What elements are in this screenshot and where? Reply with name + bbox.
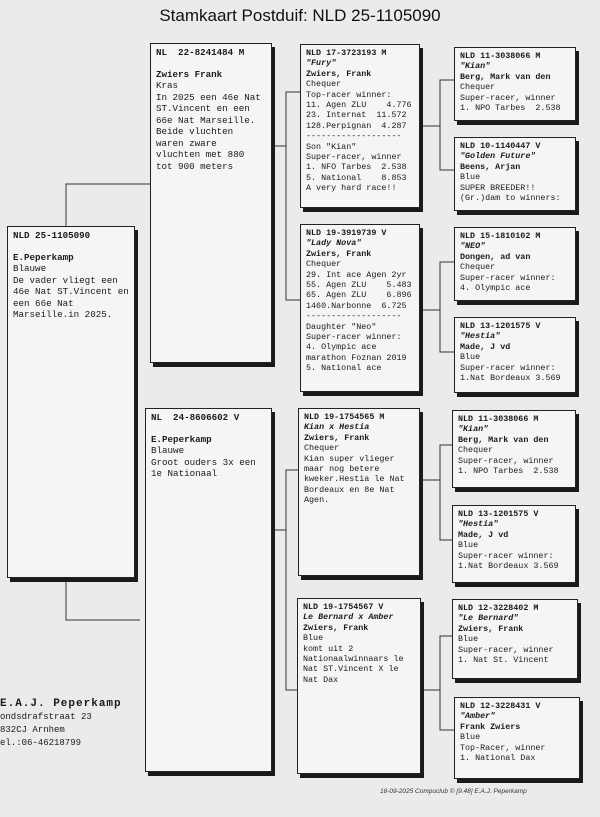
g3-line: 4. Olympic ace bbox=[460, 283, 531, 294]
g1-color: Chequer bbox=[460, 82, 496, 93]
fm-owner: Zwiers, Frank bbox=[306, 248, 372, 259]
g2-name: "Golden Future" bbox=[460, 151, 536, 162]
father-owner: Zwiers Frank bbox=[156, 68, 223, 80]
g8-owner: Frank Zwiers bbox=[460, 721, 521, 732]
g6-color: Blue bbox=[458, 540, 479, 551]
ff-line: 1. NFO Tarbes 2.538 bbox=[306, 162, 407, 173]
g4-line: 1.Nat Bordeaux 3.569 bbox=[460, 373, 561, 384]
g3-color: Chequer bbox=[460, 262, 496, 273]
fm-line: 4. Olympic ace bbox=[306, 342, 377, 353]
subject-ring: NLD 25-1105090 bbox=[13, 230, 91, 241]
ff-line: 5. National 8.853 bbox=[306, 172, 407, 183]
g5-ring: NLD 11-3038066 M bbox=[458, 414, 539, 424]
fm-ring: NLD 19-3919739 V bbox=[306, 228, 387, 238]
g2-line: (Gr.)dam to winners: bbox=[460, 193, 561, 204]
ff-line: ------------------- bbox=[306, 131, 402, 142]
owner-name: E.A.J. Peperkamp bbox=[0, 698, 122, 710]
fm-line: Super-racer winner: bbox=[306, 332, 402, 343]
g6-line: 1.Nat Bordeaux 3.569 bbox=[458, 561, 559, 572]
subject-pigeon-card[interactable] bbox=[7, 226, 135, 578]
g1-line: 1. NPO Tarbes 2.538 bbox=[460, 103, 561, 114]
owner-city: 832CJ Arnhem bbox=[0, 725, 65, 735]
g4-color: Blue bbox=[460, 352, 481, 363]
great-grandparent-card[interactable] bbox=[452, 505, 576, 583]
maternal-grandfather-card[interactable] bbox=[298, 408, 420, 576]
g4-line: Super-racer winner: bbox=[460, 362, 556, 373]
page-title: Stamkaart Postduif: NLD 25-1105090 bbox=[159, 6, 441, 25]
father-color: Kras bbox=[156, 80, 179, 92]
maternal-grandmother-card[interactable] bbox=[297, 598, 421, 774]
fm-line: Daughter "Neo" bbox=[306, 321, 377, 332]
mf-owner: Zwiers, Frank bbox=[304, 432, 370, 443]
g5-line: Super-racer, winner bbox=[458, 455, 554, 466]
mm-name: Le Bernard x Amber bbox=[303, 612, 394, 623]
g7-line: Super-racer, winner bbox=[458, 644, 554, 655]
mother-color: Blauwe bbox=[151, 445, 185, 457]
g3-line: Super-racer winner: bbox=[460, 272, 556, 283]
fm-line: 1460.Narbonne 6.725 bbox=[306, 300, 407, 311]
mf-ring: NLD 19-1754565 M bbox=[304, 412, 385, 422]
mf-color: Chequer bbox=[304, 443, 340, 454]
g2-line: SUPER BREEDER!! bbox=[460, 182, 536, 193]
ff-line: 11. Agen ZLU 4.776 bbox=[306, 100, 412, 111]
g6-line: Super-racer winner: bbox=[458, 550, 554, 561]
g2-ring: NLD 10-1140447 V bbox=[460, 141, 541, 151]
father-card[interactable] bbox=[150, 43, 272, 363]
fm-color: Chequer bbox=[306, 259, 342, 270]
g3-owner: Dongen, ad van bbox=[460, 251, 531, 262]
mm-owner: Zwiers, Frank bbox=[303, 622, 369, 633]
great-grandparent-card[interactable] bbox=[454, 697, 580, 779]
great-grandparent-card[interactable] bbox=[454, 137, 576, 211]
fm-line: ------------------- bbox=[306, 311, 402, 322]
g7-ring: NLD 12-3228402 M bbox=[458, 603, 539, 613]
fm-name: "Lady Nova" bbox=[306, 238, 362, 249]
mm-notes: komt uit 2 Nationaalwinnaars le Nat ST.Vincent X le Nat Dax bbox=[303, 643, 404, 685]
mother-card[interactable] bbox=[145, 408, 272, 772]
g7-color: Blue bbox=[458, 634, 479, 645]
ff-line: 128.Perpignan 4.287 bbox=[306, 120, 407, 131]
ff-line: Super-racer, winner bbox=[306, 152, 402, 163]
g2-owner: Beens, Arjan bbox=[460, 161, 521, 172]
mf-notes: Kian super vlieger maar nog betere kweker.Hestia le Nat Bordeaux en 8e Nat Agen. bbox=[304, 453, 405, 506]
mother-ring: NL 24-8606602 V bbox=[151, 412, 240, 423]
fm-line: 65. Agen ZLU 6.896 bbox=[306, 290, 412, 301]
footer-text: 18-09-2025 Compuclub © [9.48] E.A.J. Peperkamp bbox=[380, 788, 527, 795]
g1-name: "Kian" bbox=[460, 61, 491, 72]
ff-ring: NLD 17-3723193 M bbox=[306, 48, 387, 58]
great-grandparent-card[interactable] bbox=[454, 317, 576, 393]
fm-line: marathon Foznan 2019 bbox=[306, 352, 407, 363]
father-ring: NL 22-8241484 M bbox=[156, 47, 245, 58]
subject-color: Blauwe bbox=[13, 263, 47, 275]
g4-owner: Made, J vd bbox=[460, 341, 511, 352]
g8-ring: NLD 12-3228431 V bbox=[460, 701, 541, 711]
g6-name: "Hestia" bbox=[458, 519, 499, 530]
great-grandparent-card[interactable] bbox=[454, 227, 576, 301]
great-grandparent-card[interactable] bbox=[454, 47, 576, 121]
mm-ring: NLD 19-1754567 V bbox=[303, 602, 384, 612]
g8-color: Blue bbox=[460, 732, 481, 743]
owner-address-block bbox=[0, 698, 122, 750]
ff-line: Top-racer winner: bbox=[306, 89, 392, 100]
g1-line: Super-racer, winner bbox=[460, 92, 556, 103]
g5-owner: Berg, Mark van den bbox=[458, 434, 549, 445]
g1-owner: Berg, Mark van den bbox=[460, 71, 551, 82]
g4-ring: NLD 13-1201575 V bbox=[460, 321, 541, 331]
ff-color: Chequer bbox=[306, 79, 342, 90]
g8-line: Top-Racer, winner bbox=[460, 742, 546, 753]
mm-color: Blue bbox=[303, 633, 324, 644]
mf-name: Kian x Hestia bbox=[304, 422, 370, 433]
paternal-grandfather-card[interactable] bbox=[300, 44, 420, 208]
ff-owner: Zwiers, Frank bbox=[306, 68, 372, 79]
g5-color: Chequer bbox=[458, 445, 494, 456]
g7-owner: Zwiers, Frank bbox=[458, 623, 524, 634]
g4-name: "Hestia" bbox=[460, 331, 501, 342]
subject-owner: E.Peperkamp bbox=[13, 251, 74, 263]
mother-notes: Groot ouders 3x een 1e Nationaal bbox=[151, 456, 256, 480]
ff-line: A very hard race!! bbox=[306, 183, 397, 194]
g1-ring: NLD 11-3038066 M bbox=[460, 51, 541, 61]
fm-line: 5. National ace bbox=[306, 363, 382, 374]
subject-notes: De vader vliegt een 46e Nat ST.Vincent en een 66e Nat Marseille.in 2025. bbox=[13, 274, 129, 321]
g7-line: 1. Nat St. Vincent bbox=[458, 655, 549, 666]
owner-phone: el.:06-46218799 bbox=[0, 738, 82, 748]
fm-line: 29. Int ace Agen 2yr bbox=[306, 269, 407, 280]
great-grandparent-card[interactable] bbox=[452, 410, 576, 488]
g3-ring: NLD 15-1810102 M bbox=[460, 231, 541, 241]
owner-street: ondsdrafstraat 23 bbox=[0, 712, 92, 722]
g6-ring: NLD 13-1201575 V bbox=[458, 509, 539, 519]
g5-name: "Kian" bbox=[458, 424, 489, 435]
father-notes: In 2025 een 46e Nat ST.Vincent en een 66e Nat Marseille. Beide vluchten waren zware vluchten met 880 tot 900 meters bbox=[156, 91, 261, 172]
mother-owner: E.Peperkamp bbox=[151, 433, 212, 445]
ff-name: "Fury" bbox=[306, 58, 337, 69]
g3-name: "NEO" bbox=[460, 241, 486, 252]
g7-name: "Le Bernard" bbox=[458, 613, 519, 624]
ff-line: 23. Internat 11.572 bbox=[306, 110, 407, 121]
g8-name: "Amber" bbox=[460, 711, 496, 722]
ff-line: Son "Kian" bbox=[306, 141, 357, 152]
g2-color: Blue bbox=[460, 172, 481, 183]
g8-line: 1. National Dax bbox=[460, 753, 536, 764]
fm-line: 55. Agen ZLU 5.483 bbox=[306, 280, 412, 291]
g5-line: 1. NPO Tarbes 2.538 bbox=[458, 466, 559, 477]
great-grandparent-card[interactable] bbox=[452, 599, 578, 679]
g6-owner: Made, J vd bbox=[458, 529, 509, 540]
paternal-grandmother-card[interactable] bbox=[300, 224, 420, 392]
